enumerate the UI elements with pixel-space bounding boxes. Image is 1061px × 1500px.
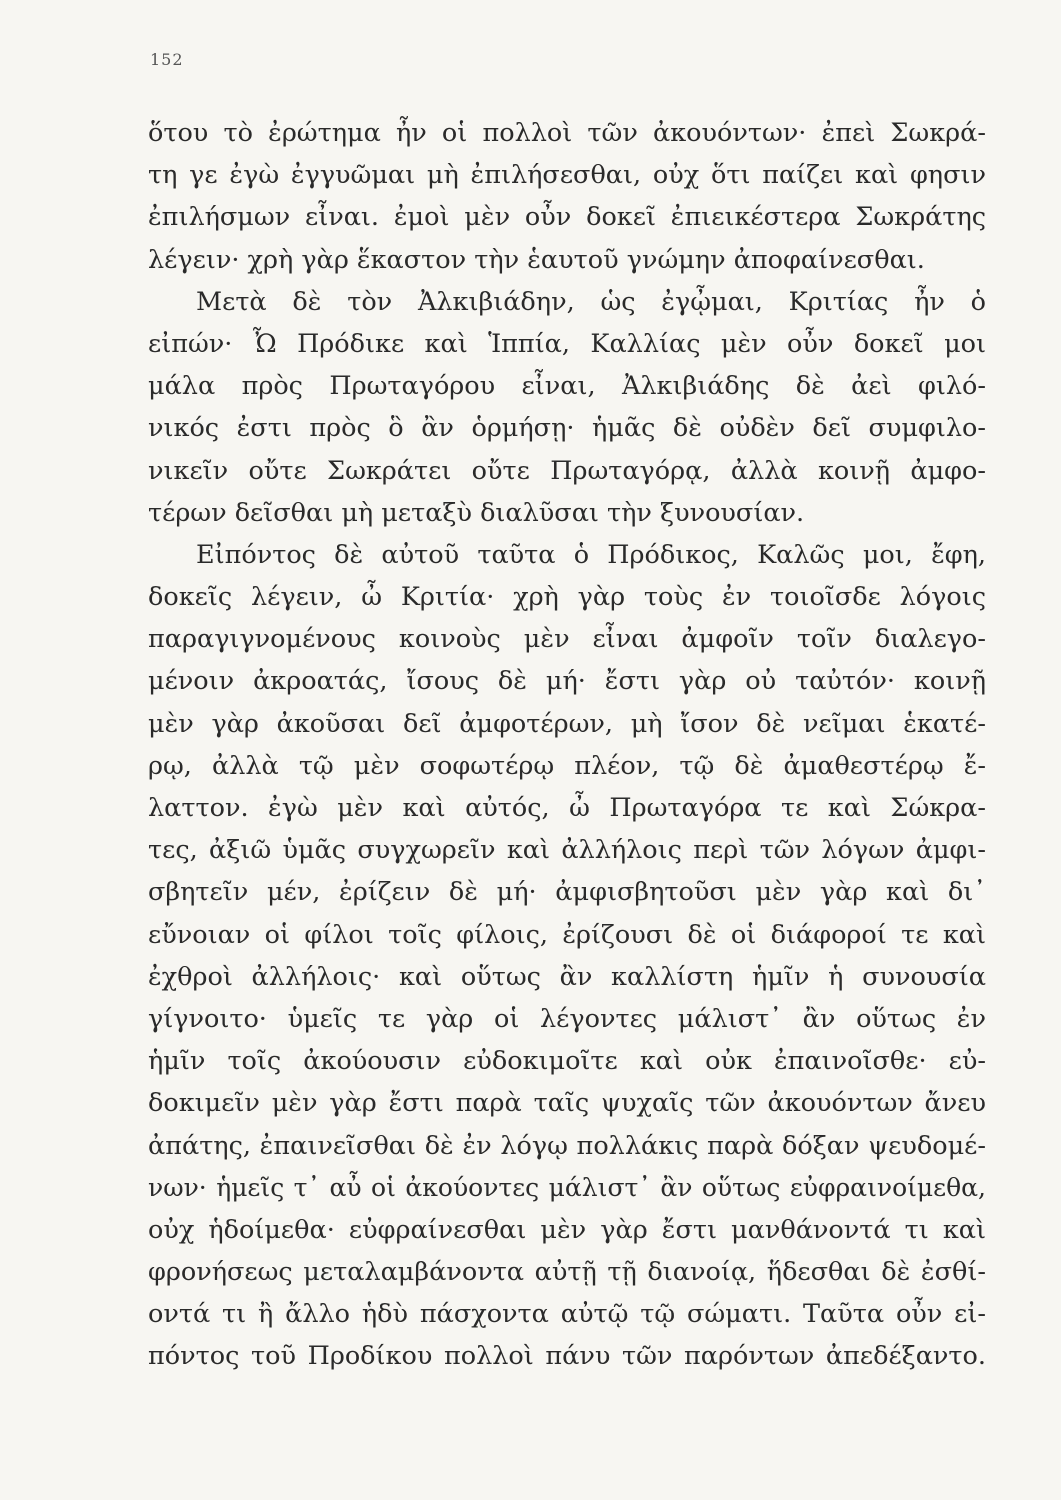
text-line: ἡμῖν τοῖς ἀκούουσιν εὐδοκιμοῖτε καὶ οὐκ ἐπαινοῖσθε· εὐ-: [148, 1046, 986, 1077]
text-line: νικός ἐστι πρὸς ὃ ἂν ὁρμήσῃ· ἡμᾶς δὲ οὐδὲν δεῖ συμφιλο-: [148, 413, 986, 444]
text-line: οὐχ ἡδοίμεθα· εὐφραίνεσθαι μὲν γὰρ ἔστι μανθάνοντά τι καὶ: [148, 1214, 986, 1245]
text-line: μὲν γὰρ ἀκοῦσαι δεῖ ἀμφοτέρων, μὴ ἴσον δὲ νεῖμαι ἑκατέ-: [148, 708, 986, 739]
text-line: εὔνοιαν οἱ φίλοι τοῖς φίλοις, ἐρίζουσι δὲ οἱ διάφοροί τε καὶ: [148, 919, 986, 950]
text-line: τέρων δεῖσθαι μὴ μεταξὺ διαλῦσαι τὴν ξυνουσίαν.: [148, 497, 805, 528]
text-line: ρῳ, ἀλλὰ τῷ μὲν σοφωτέρῳ πλέον, τῷ δὲ ἀμαθεστέρῳ ἔ-: [148, 750, 986, 781]
text-line: εἰπών· Ὦ Πρόδικε καὶ Ἱππία, Καλλίας μὲν οὖν δοκεῖ μοι: [148, 328, 986, 359]
text-line: σβητεῖν μέν, ἐρίζειν δὲ μή· ἀμφισβητοῦσι μὲν γὰρ καὶ δι᾽: [148, 877, 986, 908]
text-line: ἐπιλήσμων εἶναι. ἐμοὶ μὲν οὖν δοκεῖ ἐπιεικέστερα Σωκράτης: [148, 202, 986, 233]
body-text: [148, 112, 986, 1378]
text-line: μάλα πρὸς Πρωταγόρου εἶναι, Ἀλκιβιάδης δὲ ἀεὶ φιλό-: [148, 371, 986, 402]
text-line: ἐχθροὶ ἀλλήλοις· καὶ οὕτως ἂν καλλίστη ἡμῖν ἡ συνουσία: [148, 961, 986, 992]
text-line: φρονήσεως μεταλαμβάνοντα αὐτῇ τῇ διανοίᾳ, ἥδεσθαι δὲ ἐσθί-: [148, 1257, 986, 1288]
text-line: λέγειν· χρὴ γὰρ ἕκαστον τὴν ἑαυτοῦ γνώμην ἀποφαίνεσθαι.: [148, 244, 925, 275]
text-line: Μετὰ δὲ τὸν Ἀλκιβιάδην, ὡς ἐγᾦμαι, Κριτίας ἦν ὁ: [196, 286, 986, 317]
page-number: 152: [150, 50, 184, 69]
text-line: πόντος τοῦ Προδίκου πολλοὶ πάνυ τῶν παρόντων ἀπεδέξαντο.: [148, 1341, 986, 1372]
text-line: παραγιγνομένους κοινοὺς μὲν εἶναι ἀμφοῖν τοῖν διαλεγο-: [148, 624, 986, 655]
text-line: οντά τι ἢ ἄλλο ἡδὺ πάσχοντα αὐτῷ τῷ σώματι. Ταῦτα οὖν εἰ-: [148, 1299, 986, 1330]
text-line: τες, ἀξιῶ ὑμᾶς συγχωρεῖν καὶ ἀλλήλοις περὶ τῶν λόγων ἀμφι-: [148, 835, 986, 866]
text-line: γίγνοιτο· ὑμεῖς τε γὰρ οἱ λέγοντες μάλιστ᾽ ἂν οὕτως ἐν: [148, 1003, 986, 1034]
text-line: νικεῖν οὔτε Σωκράτει οὔτε Πρωταγόρᾳ, ἀλλὰ κοινῇ ἀμφο-: [148, 455, 986, 486]
text-line: δοκιμεῖν μὲν γὰρ ἔστι παρὰ ταῖς ψυχαῖς τῶν ἀκουόντων ἄνευ: [148, 1088, 986, 1119]
text-line: Εἰπόντος δὲ αὐτοῦ ταῦτα ὁ Πρόδικος, Καλῶς μοι, ἔφη,: [196, 539, 986, 570]
text-line: νων· ἡμεῖς τ᾽ αὖ οἱ ἀκούοντες μάλιστ᾽ ἂν οὕτως εὐφραινοίμεθα,: [148, 1172, 986, 1202]
text-line: ὅτου τὸ ἐρώτημα ἦν οἱ πολλοὶ τῶν ἀκουόντων· ἐπεὶ Σωκρά-: [148, 118, 986, 148]
text-line: τη γε ἐγὼ ἐγγυῶμαι μὴ ἐπιλήσεσθαι, οὐχ ὅτι παίζει καὶ φησιν: [148, 160, 986, 191]
text-line: λαττον. ἐγὼ μὲν καὶ αὐτός, ὦ Πρωταγόρα τε καὶ Σώκρα-: [148, 793, 986, 823]
text-line: δοκεῖς λέγειν, ὦ Κριτία· χρὴ γὰρ τοὺς ἐν τοιοῖσδε λόγοις: [148, 582, 986, 613]
text-line: μένοιν ἀκροατάς, ἴσους δὲ μή· ἔστι γὰρ οὐ ταὐτόν· κοινῇ: [148, 666, 986, 697]
text-line: ἀπάτης, ἐπαινεῖσθαι δὲ ἐν λόγῳ πολλάκις παρὰ δόξαν ψευδομέ-: [148, 1130, 986, 1161]
